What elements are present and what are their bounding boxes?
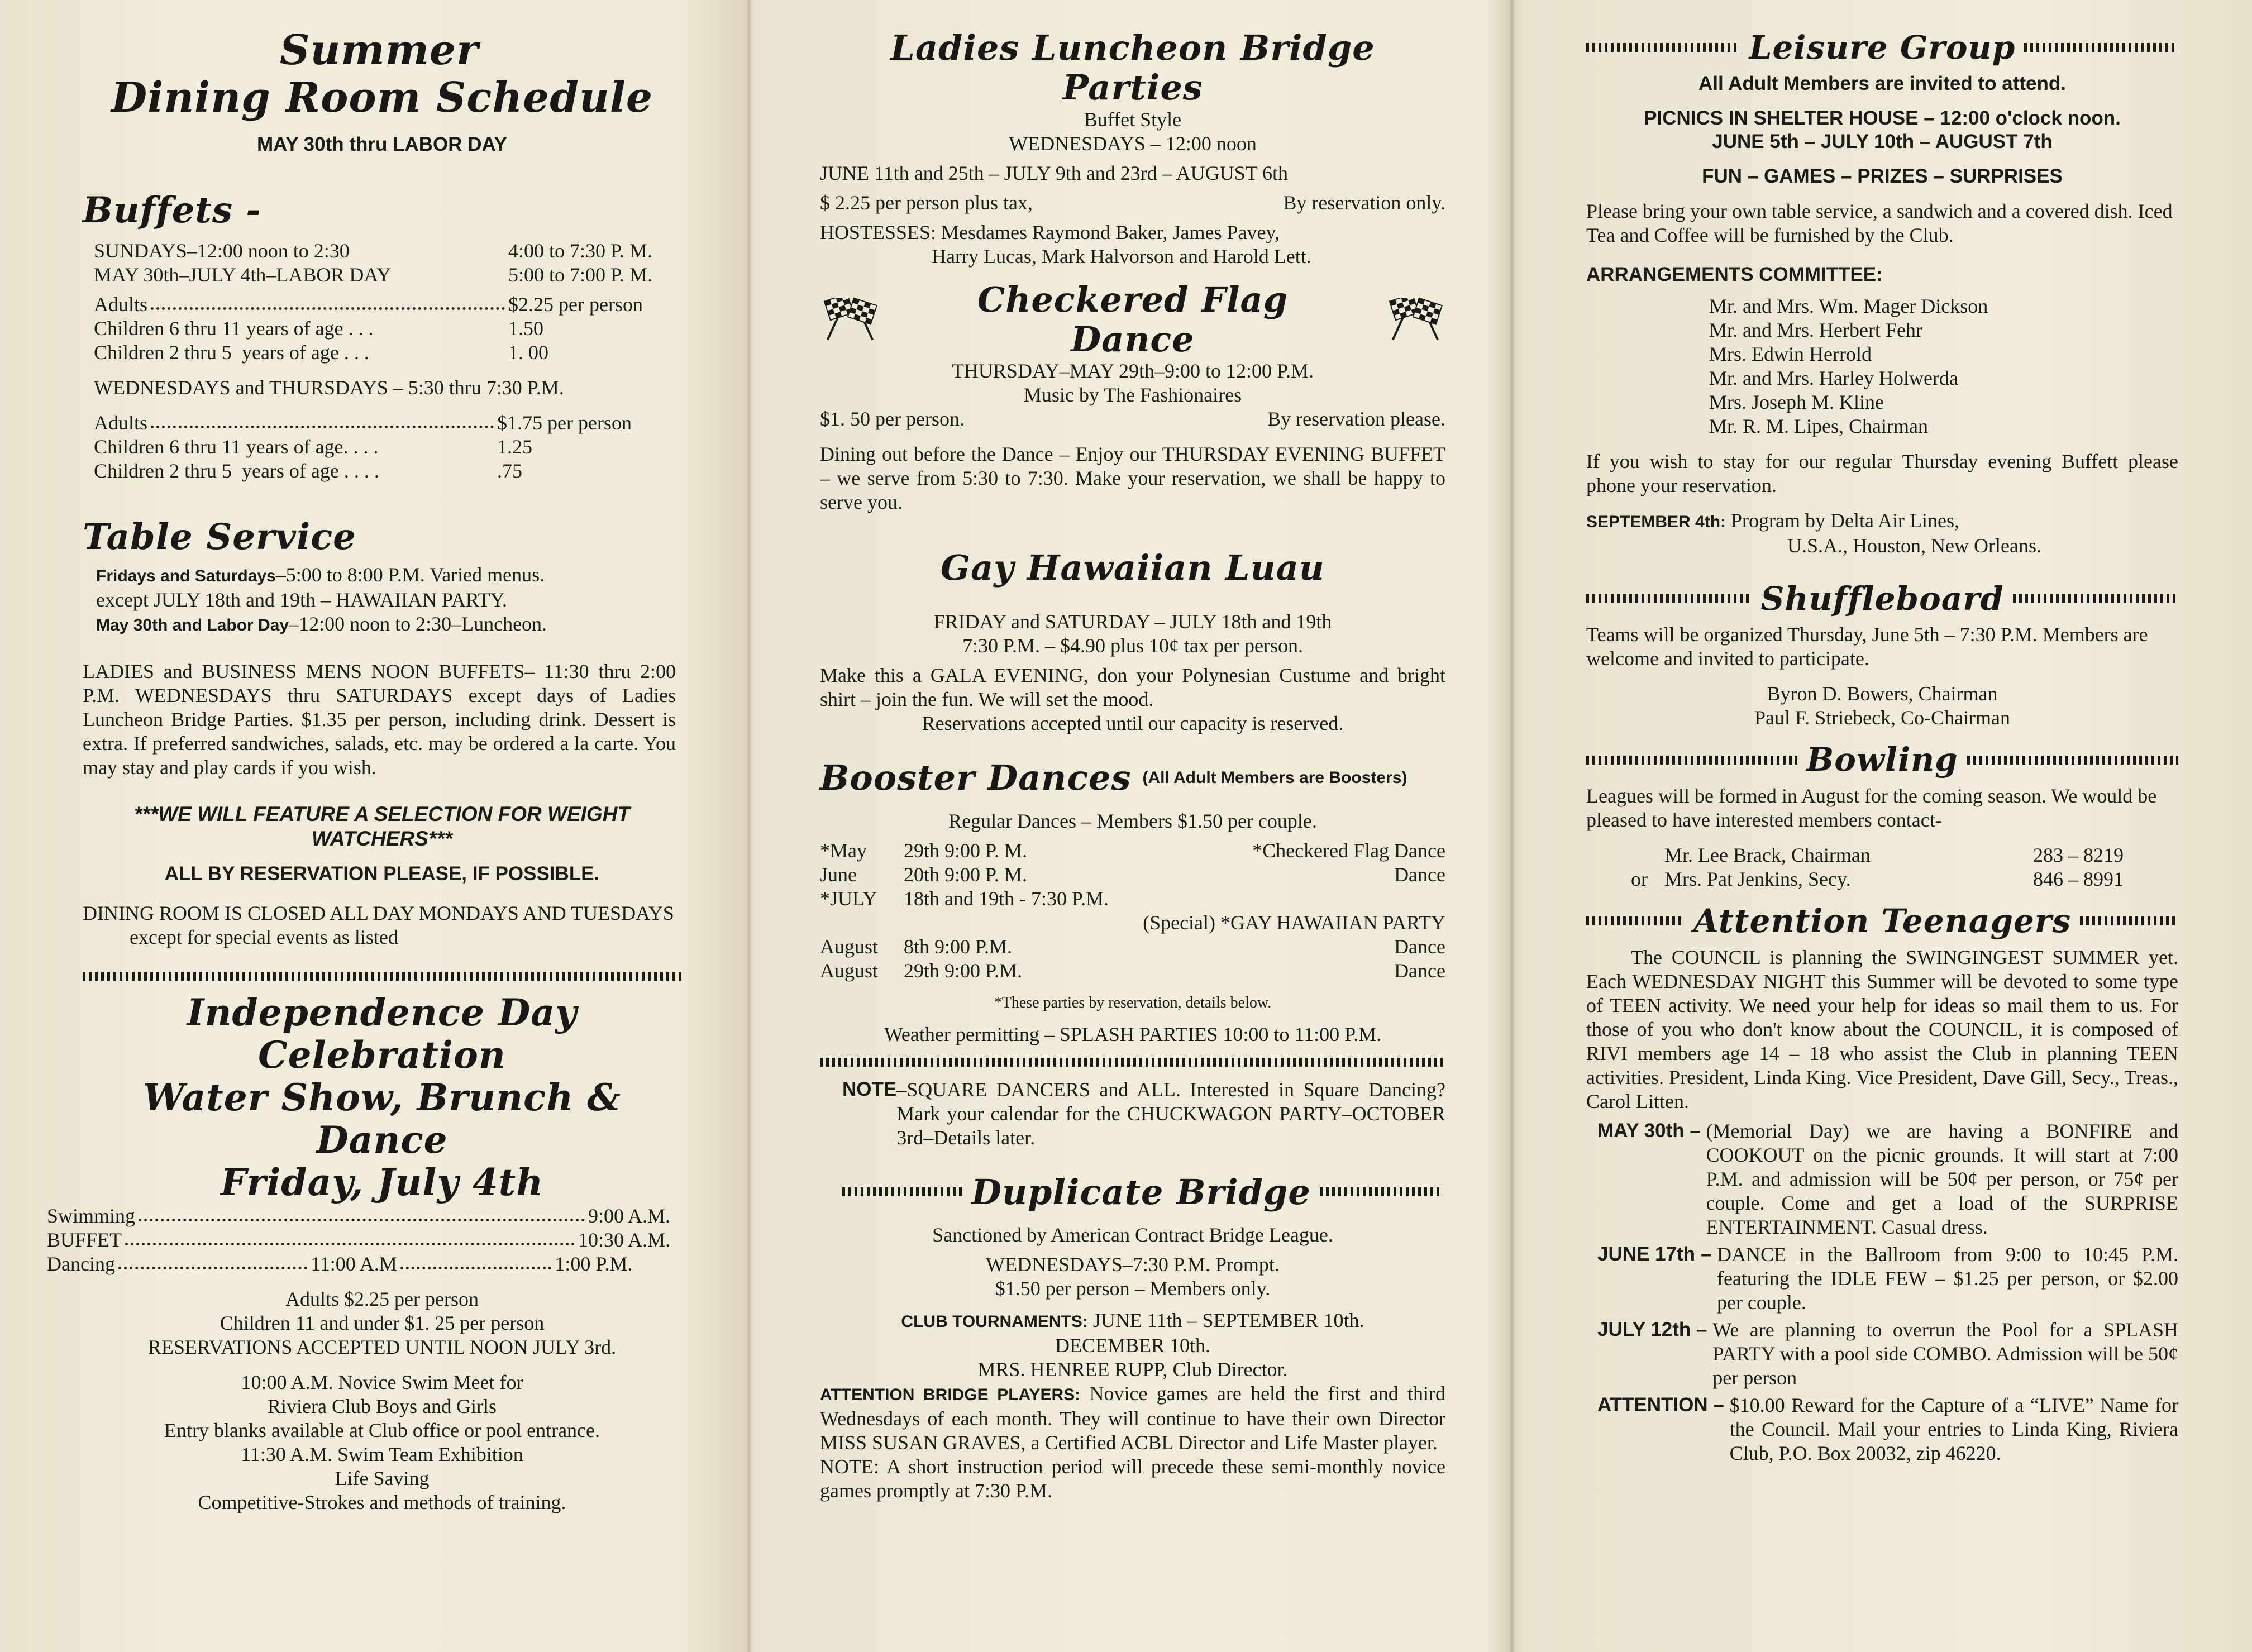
dance-row	[820, 887, 1445, 911]
column-events	[820, 0, 1445, 1652]
title-summer: Summer	[280, 26, 479, 74]
price-label: Children 6 thru 11 years of age. . . .	[94, 435, 379, 458]
price-value: 1. 00	[508, 341, 548, 364]
table-service-holiday: May 30th and Labor Day	[96, 616, 289, 635]
title-checkered-flag-dance: Checkered Flag Dance	[977, 279, 1289, 360]
bowling-or: or	[1631, 868, 1648, 891]
title-bowling: Bowling	[1806, 741, 1958, 779]
bowling-chairman-phone: 283 – 8219	[2033, 844, 2124, 867]
heading-buffets: Buffets -	[83, 189, 261, 232]
dance-row	[820, 911, 1445, 935]
checkered-reservation: By reservation please.	[1267, 408, 1445, 431]
schedule-swimming-time: 9:00 A.M.	[588, 1204, 670, 1227]
club-tournaments-december: DECEMBER 10th.	[1055, 1334, 1210, 1357]
title-independence-day: Independence Day Celebration	[187, 991, 578, 1077]
attention-bridge-label: ATTENTION BRIDGE PLAYERS:	[820, 1386, 1081, 1405]
dance-month: *May	[820, 839, 867, 862]
dance-event: (Special) *GAY HAWAIIAN PARTY	[1143, 911, 1445, 934]
heading-table-service: Table Service	[83, 515, 356, 558]
teen-june-label: JUNE 17th –	[1597, 1243, 1717, 1265]
price-label: Adults	[94, 411, 148, 434]
dance-date-time	[904, 911, 1143, 935]
committee-member: Mr. and Mrs. Harley Holwerda	[1709, 366, 1958, 389]
teen-july-text: We are planning to overrun the Pool for a SPLASH PARTY with a pool side COMBO. Admission will be 50¢ per person	[1712, 1318, 2178, 1389]
dance-row	[820, 839, 1445, 863]
ladies-business-buffets: LADIES and BUSINESS MENS NOON BUFFETS– 11:30 thru 2:00 P.M. WEDNESDAYS thru SATURDAYS except days of Ladies Luncheon Bridge Parties. $1.35 per person, including drink. Dessert is extra. If preferred sandwiches, salads, etc. may be ordered a la carte. You may stay and play cards if you wish.	[83, 660, 676, 779]
schedule-dancing-end: 1:00 P.M.	[555, 1252, 633, 1275]
closed-exception: except for special events as listed	[130, 926, 398, 949]
luau-text: Make this a GALA EVENING, don your Polynesian Custume and bright shirt – join the fun. We will set the mood.	[820, 664, 1445, 711]
booster-footnote: *These parties by reservation, details below.	[994, 994, 1272, 1011]
club-director: MRS. HENREE RUPP, Club Director.	[977, 1358, 1288, 1381]
dance-month: August	[820, 935, 879, 958]
title-hawaiian-luau: Gay Hawaiian Luau	[941, 547, 1325, 589]
dance-row	[820, 863, 1445, 887]
dance-row	[820, 935, 1445, 959]
committee-member: Mr. R. M. Lipes, Chairman	[1709, 414, 1928, 437]
hostesses-cont: Harry Lucas, Mark Halvorson and Harold Lett.	[932, 245, 1311, 268]
price-value: .75	[497, 459, 522, 482]
committee-list	[1586, 294, 2178, 438]
teen-attention-label: ATTENTION –	[1597, 1393, 1730, 1416]
bowling-secretary: Mrs. Pat Jenkins, Secy.	[1664, 868, 1851, 891]
table-service-hours: –5:00 to 8:00 P.M. Varied menus.	[275, 564, 545, 586]
dance-date-time: 20th 9:00 P. M.	[904, 863, 1028, 886]
reservation-note: ALL BY RESERVATION PLEASE, IF POSSIBLE.	[164, 863, 600, 885]
dance-event: Dance	[1394, 959, 1445, 982]
shuffleboard-cochairman: Paul F. Striebeck, Co-Chairman	[1754, 706, 2011, 729]
column-dining-schedule	[47, 0, 681, 1652]
table-service-days: Fridays and Saturdays	[96, 567, 276, 586]
swim-meet-5: Life Saving	[335, 1467, 430, 1489]
july4-reservations: RESERVATIONS ACCEPTED UNTIL NOON JULY 3rd.	[147, 1335, 617, 1358]
teen-june-text: DANCE in the Ballroom from 9:00 to 10:45 P.M. featuring the IDLE FEW – $1.25 per person, or $2.00 per couple.	[1716, 1243, 2178, 1314]
teen-may-text: (Memorial Day) we are having a BONFIRE and COOKOUT on the picnic grounds. It will start at 7:00 P.M. and admission will be 50¢ per person, or 75¢ per couple. Come and get a load of the SURPRISE ENTERTAINMENT. Casual dress.	[1706, 1119, 2178, 1238]
season-dates: MAY 30th thru LABOR DAY	[257, 133, 507, 156]
swim-meet-2: Riviera Club Boys and Girls	[268, 1395, 497, 1417]
dance-event: Dance	[1394, 935, 1445, 958]
price-label: Children 6 thru 11 years of age . . .	[94, 317, 374, 340]
bowling-text: Leagues will be formed in August for the coming season. We would be pleased to have interested members contact-	[1586, 785, 2157, 832]
price-label: Children 2 thru 5 years of age . . . .	[94, 459, 379, 482]
picnics: PICNICS IN SHELTER HOUSE – 12:00 o'clock noon.	[1644, 107, 2121, 129]
luncheon-price: $ 2.25 per person plus tax,	[820, 191, 1033, 214]
bring-service: Please bring your own table service, a sandwich and a covered dish. Iced Tea and Coffee will be furnished by the Club.	[1586, 199, 2173, 246]
attention-bridge-text: Novice games are held the first and third Wednesdays of each month. They will continue to have their own Director MISS SUSAN GRAVES, a Certified ACBL Director and Life Master player.	[820, 1382, 1445, 1454]
leisure-invited: All Adult Members are invited to attend.	[1698, 72, 2066, 94]
luncheon-time: WEDNESDAYS – 12:00 noon	[1009, 132, 1257, 155]
dance-month: June	[820, 863, 857, 886]
buffet-holidays-time: 5:00 to 7:00 P. M.	[508, 263, 653, 286]
checkered-flag-icon	[1385, 298, 1445, 341]
note-label: NOTE	[842, 1078, 897, 1100]
luncheon-reservation: By reservation only.	[1283, 191, 1445, 214]
luau-dates: FRIDAY and SATURDAY – JULY 18th and 19th	[933, 610, 1332, 633]
bridge-sanction: Sanctioned by American Contract Bridge League.	[932, 1224, 1333, 1247]
checkered-date: THURSDAY–MAY 29th–9:00 to 12:00 P.M.	[951, 360, 1314, 383]
swim-meet-1: 10:00 A.M. Novice Swim Meet for	[241, 1371, 523, 1393]
column-groups	[1586, 0, 2178, 1652]
committee-member: Mrs. Edwin Herrold	[1709, 342, 1872, 365]
title-friday-july-4: Friday, July 4th	[220, 1160, 544, 1204]
price-label: Children 2 thru 5 years of age . . .	[94, 341, 369, 364]
price-value: $1.75 per person	[497, 411, 632, 434]
dance-row	[820, 959, 1445, 983]
dance-event: Dance	[1394, 863, 1445, 886]
weight-watchers: ***WE WILL FEATURE A SELECTION FOR WEIGHT WATCHERS***	[134, 803, 630, 851]
dance-date-time: 29th 9:00 P.M.	[904, 959, 1023, 982]
checkered-flag-icon	[820, 298, 880, 341]
hostesses: HOSTESSES: Mesdames Raymond Baker, James Pavey,	[820, 221, 1280, 243]
title-leisure-group: Leisure Group	[1749, 28, 2016, 66]
teen-july-label: JULY 12th –	[1597, 1318, 1713, 1340]
buffet-sunday-time: 4:00 to 7:30 P. M.	[508, 239, 653, 262]
schedule-dancing-start: 11:00 A.M	[311, 1252, 397, 1275]
checkered-music: Music by The Fashionaires	[1023, 384, 1242, 407]
splash-parties: Weather permitting – SPLASH PARTIES 10:00 to 11:00 P.M.	[884, 1023, 1382, 1045]
title-duplicate-bridge: Duplicate Bridge	[971, 1171, 1311, 1212]
bowling-secretary-phone: 846 – 8991	[2033, 868, 2124, 891]
title-ladies-luncheon: Ladies Luncheon Bridge Parties	[890, 27, 1375, 108]
thursday-buffet-note: If you wish to stay for our regular Thursday evening Buffett please phone your reservation.	[1586, 450, 2178, 496]
luncheon-dates: JUNE 11th and 25th – JULY 9th and 23rd – AUGUST 6th	[820, 161, 1289, 184]
checkered-price: $1. 50 per person.	[820, 408, 965, 431]
divider	[820, 1058, 1445, 1067]
teen-council-text: The COUNCIL is planning the SWINGINGEST SUMMER yet. Each WEDNESDAY NIGHT this Summer will be devoted to some type of TEEN activity. We need your help for ideas so mail them to us. For those of you who don't know about the COUNCIL, it is composed of RIVI members age 14 – 18 who assist the Club in planning TEEN activities. President, Linda King. Vice President, Dave Gill, Secy., Treas., Carol Litten.	[1586, 946, 2178, 1113]
note-square-dancing: –SQUARE DANCERS and ALL. Interested in Square Dancing? Mark your calendar for the CHUCKWAGON PARTY–OCTOBER 3rd–Details later.	[896, 1078, 1445, 1149]
shuffleboard-chairman: Byron D. Bowers, Chairman	[1767, 682, 1998, 705]
luau-reservations: Reservations accepted until our capacity is reserved.	[922, 712, 1344, 735]
price-value: $2.25 per person	[508, 293, 643, 316]
dance-schedule	[820, 839, 1445, 983]
instruction-note: NOTE: A short instruction period will precede these semi-monthly novice games promptly at 7:30 P.M.	[820, 1455, 1445, 1502]
schedule-swimming: Swimming	[47, 1204, 136, 1227]
price-value: 1.25	[497, 435, 532, 458]
swim-meet-4: 11:30 A.M. Swim Team Exhibition	[241, 1443, 523, 1465]
dance-month: *JULY	[820, 887, 877, 910]
title-water-show: Water Show, Brunch & Dance	[143, 1076, 621, 1162]
bridge-price: $1.50 per person – Members only.	[995, 1277, 1271, 1300]
wednesday-thursday-buffet: WEDNESDAYS and THURSDAYS – 5:30 thru 7:30 P.M.	[94, 376, 564, 399]
dance-date-time: 18th and 19th - 7:30 P.M.	[904, 887, 1109, 910]
price-value: 1.50	[508, 317, 543, 340]
bridge-time: WEDNESDAYS–7:30 P.M. Prompt.	[986, 1253, 1280, 1276]
teen-may-label: MAY 30th –	[1597, 1119, 1706, 1142]
buffet-style: Buffet Style	[1084, 108, 1182, 131]
table-service-exception: except JULY 18th and 19th – HAWAIIAN PARTY.	[96, 589, 507, 612]
title-attention-teenagers: Attention Teenagers	[1693, 902, 2072, 940]
september-label: SEPTEMBER 4th:	[1586, 512, 1726, 531]
club-tournaments-label: CLUB TOURNAMENTS:	[901, 1312, 1088, 1331]
september-program: Program by Delta Air Lines,	[1731, 509, 1959, 532]
table-service-lunch: –12:00 noon to 2:30–Luncheon.	[289, 613, 547, 636]
title-dining-room-schedule: Dining Room Schedule	[111, 74, 653, 122]
committee-member: Mr. and Mrs. Wm. Mager Dickson	[1709, 294, 1988, 317]
committee-member: Mrs. Joseph M. Kline	[1709, 390, 1884, 413]
schedule-dancing: Dancing	[47, 1252, 115, 1275]
july4-child-price: Children 11 and under $1. 25 per person	[220, 1311, 545, 1334]
september-program-cont: U.S.A., Houston, New Orleans.	[1787, 534, 2041, 557]
club-tournaments-dates: JUNE 11th – SEPTEMBER 10th.	[1087, 1309, 1364, 1332]
fold-line-right	[1509, 0, 1515, 1652]
dance-date-time: 8th 9:00 P.M.	[904, 935, 1013, 958]
luau-price: 7:30 P.M. – $4.90 plus 10¢ tax per person.	[962, 634, 1303, 657]
schedule-buffet: BUFFET	[47, 1228, 122, 1251]
checkered-text: Dining out before the Dance – Enjoy our THURSDAY EVENING BUFFET – we serve from 5:30 to 7:30. Make your reservation, we shall be happy to serve you.	[820, 443, 1445, 514]
booster-note: (All Adult Members are Boosters)	[1142, 768, 1408, 787]
closed-notice: DINING ROOM IS CLOSED ALL DAY MONDAYS AND TUESDAYS	[83, 902, 674, 925]
shuffleboard-text: Teams will be organized Thursday, June 5th – 7:30 P.M. Members are welcome and invited to participate.	[1586, 623, 2148, 670]
price-row	[94, 293, 681, 317]
fun-games: FUN – GAMES – PRIZES – SURPRISES	[1702, 165, 2063, 187]
dance-month: August	[820, 959, 879, 982]
swim-meet-3: Entry blanks available at Club office or pool entrance.	[164, 1419, 600, 1441]
divider	[83, 972, 681, 981]
price-label: Adults	[94, 293, 148, 316]
dance-month	[820, 911, 904, 935]
booster-regular: Regular Dances – Members $1.50 per couple.	[948, 809, 1317, 832]
title-booster-dances: Booster Dances	[820, 757, 1132, 799]
buffet-sunday: SUNDAYS–12:00 noon to 2:30	[94, 239, 350, 262]
dance-event: *Checkered Flag Dance	[1252, 839, 1445, 862]
schedule-buffet-time: 10:30 A.M.	[578, 1228, 670, 1251]
title-shuffleboard: Shuffleboard	[1760, 579, 2004, 618]
arrangements-committee: ARRANGEMENTS COMMITTEE:	[1586, 263, 1883, 285]
teen-attention-text: $10.00 Reward for the Capture of a “LIVE” Name for the Council. Mail your entries to Linda King, Riviera Club, P.O. Box 20032, zip 46220.	[1729, 1393, 2178, 1464]
dance-date-time: 29th 9:00 P. M.	[904, 839, 1028, 862]
swim-meet-6: Competitive-Strokes and methods of training.	[198, 1491, 566, 1513]
july4-adult-price: Adults $2.25 per person	[285, 1287, 479, 1310]
buffet-holidays: MAY 30th–JULY 4th–LABOR DAY	[94, 263, 392, 286]
bowling-chairman: Mr. Lee Brack, Chairman	[1664, 844, 1871, 867]
picnic-dates: JUNE 5th – JULY 10th – AUGUST 7th	[1712, 130, 2053, 152]
committee-member: Mr. and Mrs. Herbert Fehr	[1709, 318, 1922, 341]
fold-line-left	[746, 0, 752, 1652]
